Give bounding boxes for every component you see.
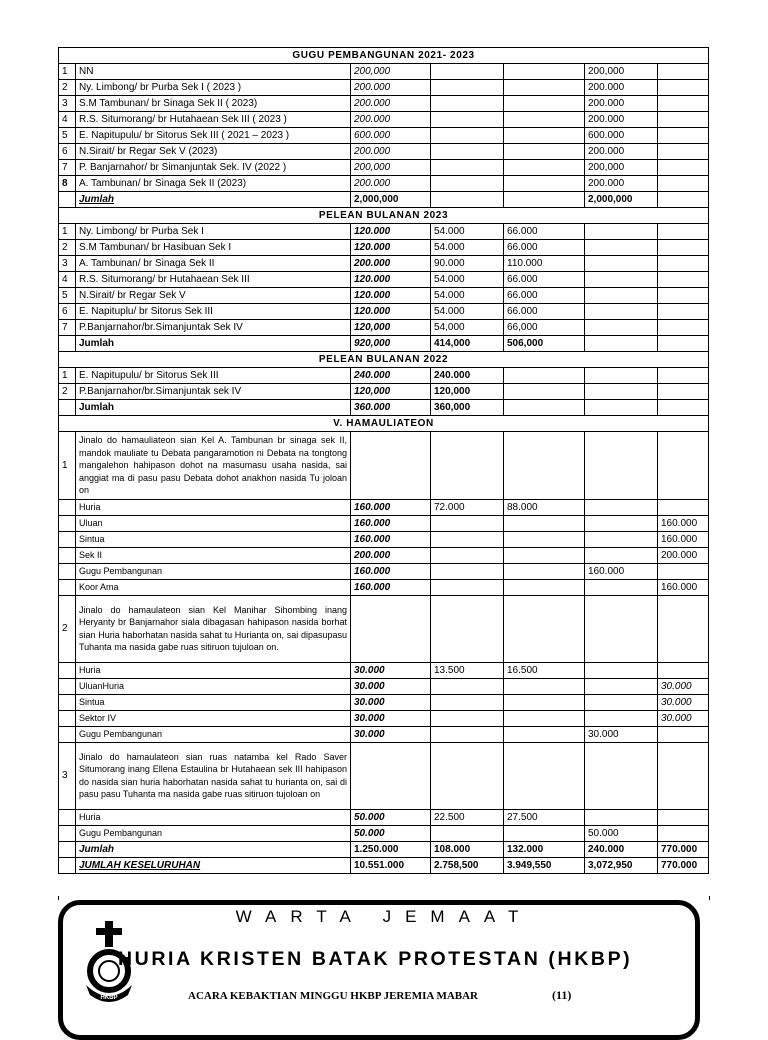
row-amount: 30.000 — [351, 694, 431, 710]
row-gugu — [585, 579, 658, 595]
row-amount: 120.000 — [351, 224, 431, 240]
row-amount: 200.000 — [351, 144, 431, 160]
table-row — [59, 579, 709, 595]
row-split-a — [431, 515, 504, 531]
table-row — [59, 288, 709, 304]
row-split-b — [504, 694, 585, 710]
row-split-a: 54.000 — [431, 304, 504, 320]
row-other: 30.000 — [658, 694, 709, 710]
grand-total-row — [59, 857, 709, 873]
row-gugu — [585, 809, 658, 825]
row-amount: 30.000 — [351, 678, 431, 694]
row-name: Gugu Pembangunan — [76, 825, 351, 841]
row-name: Koor Ama — [76, 579, 351, 595]
row-gugu: 200.000 — [585, 144, 658, 160]
row-other — [658, 499, 709, 515]
jumlah-amount: 920,000 — [351, 336, 431, 352]
row-name: A. Tambunan/ br Sinaga Sek II (2023) — [76, 176, 351, 192]
row-no: 7 — [59, 320, 76, 336]
row-gugu: 160.000 — [585, 563, 658, 579]
table-row — [59, 515, 709, 531]
row-split-a: 22.500 — [431, 809, 504, 825]
row-gugu: 600.000 — [585, 128, 658, 144]
row-other — [658, 662, 709, 678]
row-no: 6 — [59, 304, 76, 320]
table-row — [59, 272, 709, 288]
row-amount: 120,000 — [351, 320, 431, 336]
jumlah-split-a: 414,000 — [431, 336, 504, 352]
table-row — [59, 694, 709, 710]
table-row — [59, 678, 709, 694]
table-row — [59, 176, 709, 192]
section-header-hamauliateon — [59, 416, 709, 432]
hamauliateon-entry — [59, 742, 709, 809]
row-split-b — [504, 515, 585, 531]
row-amount: 200.000 — [351, 96, 431, 112]
section-header-pelean-2022 — [59, 352, 709, 368]
row-name: P.Banjarnahor/br.Simanjuntak Sek IV — [76, 320, 351, 336]
cross-horizontal — [96, 928, 122, 935]
row-other — [658, 809, 709, 825]
row-no: 3 — [59, 96, 76, 112]
entry-no: 3 — [59, 742, 76, 809]
row-gugu — [585, 662, 658, 678]
row-amount: 50.000 — [351, 825, 431, 841]
table-row — [59, 80, 709, 96]
row-split-a — [431, 678, 504, 694]
row-name: Huria — [76, 662, 351, 678]
row-gugu — [585, 499, 658, 515]
row-amount: 200.000 — [351, 80, 431, 96]
row-name: R.S. Situmorang/ br Hutahaean Sek III — [76, 272, 351, 288]
jumlah-row — [59, 336, 709, 352]
row-name: Ny. Limbong/ br Purba Sek I ( 2023 ) — [76, 80, 351, 96]
church-name: HURIA KRISTEN BATAK PROTESTAN (HKBP) — [118, 948, 633, 970]
row-name: Huria — [76, 809, 351, 825]
entry-no: 2 — [59, 595, 76, 662]
row-name: P. Banjarnahor/ br Simanjuntak Sek. IV (2022 ) — [76, 160, 351, 176]
section-title: PELEAN BULANAN 2023 — [59, 208, 709, 224]
table-row — [59, 160, 709, 176]
row-no: 2 — [59, 80, 76, 96]
jumlah-label: Jumlah — [76, 192, 351, 208]
entry-text: Jinalo do hamauliateon sian Kel A. Tambunan br sinaga sek II, mandok mauliate tu Debata pangaramotion ni Debata na tongtong mangalehon hahipason dohot na masumasu usaha nasida, sai anggiat ma di pasu pasu Debata dohot anakhon nasida Tu joloan on — [76, 432, 351, 500]
entry-no: 1 — [59, 432, 76, 500]
row-amount: 120.000 — [351, 272, 431, 288]
row-amount: 200.000 — [351, 112, 431, 128]
table-row — [59, 809, 709, 825]
row-split-b: 66.000 — [504, 240, 585, 256]
finance-table — [58, 47, 709, 874]
row-split-a — [431, 563, 504, 579]
row-no: 1 — [59, 64, 76, 80]
row-gugu — [585, 694, 658, 710]
row-split-b — [504, 726, 585, 742]
table-row — [59, 112, 709, 128]
finance-report — [58, 47, 708, 874]
row-no: 2 — [59, 384, 76, 400]
row-no: 8 — [59, 176, 76, 192]
table-row — [59, 256, 709, 272]
row-other: 200.000 — [658, 547, 709, 563]
row-amount: 160.000 — [351, 515, 431, 531]
row-split-b: 66,000 — [504, 320, 585, 336]
hamauliateon-entry — [59, 432, 709, 500]
grand-total-label: JUMLAH KESELURUHAN — [76, 857, 351, 873]
jumlah-other: 770.000 — [658, 841, 709, 857]
row-split-b: 66.000 — [504, 272, 585, 288]
table-row — [59, 563, 709, 579]
row-split-b — [504, 579, 585, 595]
row-amount: 200.000 — [351, 256, 431, 272]
row-other: 30.000 — [658, 710, 709, 726]
jumlah-amount: 1.250.000 — [351, 841, 431, 857]
entry-text: Jinalo do hamaulateon sian ruas natamba kel Rado Saver Situmorang inang Ellena Estaulina br Hutahaean sek III hahipason do nasida sian huria haborhatan nasida sahat tu hurianta on, sai di pasu pasu Tuhanta ma nasida gabe ruas sitiruon tujoloan on — [76, 742, 351, 809]
entry-text: Jinalo do hamaulateon sian Kel Manihar Sihombing inang Heryanty br Banjarnahor siala dibagasan hahipason nasida borhat sian Huria haborhatan nasida sahat tu Hurianta on, sai dipasupasu Tuhanta ma nasida gabe ruas sitiruon tujuloan on. — [76, 595, 351, 662]
logo-inner-ring — [99, 961, 119, 981]
row-name: Sektor IV — [76, 710, 351, 726]
row-amount: 200.000 — [351, 547, 431, 563]
table-row — [59, 304, 709, 320]
row-split-b: 88.000 — [504, 499, 585, 515]
row-name: Sintua — [76, 531, 351, 547]
row-split-b — [504, 678, 585, 694]
row-split-b — [504, 531, 585, 547]
jumlah-amount: 360.000 — [351, 400, 431, 416]
row-name: S.M Tambunan/ br Sinaga Sek II ( 2023) — [76, 96, 351, 112]
row-split-a: 54.000 — [431, 240, 504, 256]
row-split-b: 27.500 — [504, 809, 585, 825]
row-split-a: 54.000 — [431, 288, 504, 304]
row-no: 4 — [59, 272, 76, 288]
table-row — [59, 499, 709, 515]
row-amount: 160.000 — [351, 579, 431, 595]
table-row — [59, 224, 709, 240]
table-row — [59, 825, 709, 841]
jumlah-row — [59, 841, 709, 857]
table-row — [59, 662, 709, 678]
row-split-b — [504, 563, 585, 579]
row-split-a: 90.000 — [431, 256, 504, 272]
table-row — [59, 128, 709, 144]
row-amount: 200.000 — [351, 176, 431, 192]
row-amount: 200,000 — [351, 64, 431, 80]
jumlah-split-a: 360,000 — [431, 400, 504, 416]
table-row — [59, 320, 709, 336]
grand-total-split-b: 3.949,550 — [504, 857, 585, 873]
row-amount: 240.000 — [351, 368, 431, 384]
row-no: 1 — [59, 368, 76, 384]
row-gugu: 200,000 — [585, 64, 658, 80]
row-name: N.Sirait/ br Regar Sek V (2023) — [76, 144, 351, 160]
row-name: Huria — [76, 499, 351, 515]
grand-total-other: 770.000 — [658, 857, 709, 873]
row-gugu — [585, 531, 658, 547]
row-name: Uluan — [76, 515, 351, 531]
table-row — [59, 96, 709, 112]
table-row — [59, 726, 709, 742]
row-amount: 600.000 — [351, 128, 431, 144]
section-header-pelean-2023 — [59, 208, 709, 224]
table-row — [59, 384, 709, 400]
table-row — [59, 240, 709, 256]
jumlah-row — [59, 400, 709, 416]
row-gugu: 200.000 — [585, 112, 658, 128]
row-gugu — [585, 710, 658, 726]
row-split-a — [431, 531, 504, 547]
row-gugu: 200.000 — [585, 80, 658, 96]
row-split-b: 110.000 — [504, 256, 585, 272]
row-other — [658, 825, 709, 841]
row-name: E. Napituplu/ br Sitorus Sek III — [76, 304, 351, 320]
jumlah-label: Jumlah — [76, 336, 351, 352]
row-split-b: 16.500 — [504, 662, 585, 678]
row-split-a: 54.000 — [431, 224, 504, 240]
row-no: 1 — [59, 224, 76, 240]
row-no: 4 — [59, 112, 76, 128]
row-amount: 200,000 — [351, 160, 431, 176]
row-split-b — [504, 825, 585, 841]
logo-text: HKBP — [100, 995, 118, 1001]
row-split-a: 13.500 — [431, 662, 504, 678]
row-other — [658, 726, 709, 742]
section-title: V. HAMAULIATEON — [59, 416, 709, 432]
row-name: UluanHuria — [76, 678, 351, 694]
table-row — [59, 144, 709, 160]
table-row — [59, 64, 709, 80]
row-split-a: 240.000 — [431, 368, 504, 384]
row-other: 30.000 — [658, 678, 709, 694]
row-split-a: 120,000 — [431, 384, 504, 400]
row-name: P.Banjarnahor/br.Simanjuntak sek IV — [76, 384, 351, 400]
jumlah-row — [59, 192, 709, 208]
row-split-b: 66.000 — [504, 304, 585, 320]
row-amount: 120.000 — [351, 288, 431, 304]
grand-total-gugu: 3,072,950 — [585, 857, 658, 873]
row-split-a — [431, 579, 504, 595]
row-name: E. Napitupulu/ br Sitorus Sek III ( 2021 – 2023 ) — [76, 128, 351, 144]
table-row — [59, 531, 709, 547]
row-split-a — [431, 825, 504, 841]
row-gugu: 200,000 — [585, 160, 658, 176]
grand-total-amount: 10.551.000 — [351, 857, 431, 873]
row-name: N.Sirait/ br Regar Sek V — [76, 288, 351, 304]
row-amount: 120.000 — [351, 304, 431, 320]
row-other — [658, 563, 709, 579]
row-amount: 30.000 — [351, 662, 431, 678]
row-split-b: 66.000 — [504, 288, 585, 304]
row-amount: 30.000 — [351, 710, 431, 726]
row-split-b — [504, 710, 585, 726]
jumlah-split-b: 506,000 — [504, 336, 585, 352]
jumlah-amount: 2,000,000 — [351, 192, 431, 208]
hamauliateon-entry — [59, 595, 709, 662]
jumlah-label: Jumlah — [76, 400, 351, 416]
row-name: Ny. Limbong/ br Purba Sek I — [76, 224, 351, 240]
row-name: Sintua — [76, 694, 351, 710]
row-split-a: 54,000 — [431, 320, 504, 336]
row-amount: 120,000 — [351, 384, 431, 400]
row-gugu: 200.000 — [585, 176, 658, 192]
row-name: Sek II — [76, 547, 351, 563]
jumlah-gugu: 2,000,000 — [585, 192, 658, 208]
jumlah-label: Jumlah — [76, 841, 351, 857]
row-name: NN — [76, 64, 351, 80]
jumlah-split-b: 132.000 — [504, 841, 585, 857]
section-title: PELEAN BULANAN 2022 — [59, 352, 709, 368]
jumlah-gugu: 240.000 — [585, 841, 658, 857]
row-no: 3 — [59, 256, 76, 272]
grand-total-split-a: 2.758,500 — [431, 857, 504, 873]
row-amount: 160.000 — [351, 499, 431, 515]
row-split-a: 72.000 — [431, 499, 504, 515]
row-gugu — [585, 678, 658, 694]
row-no: 6 — [59, 144, 76, 160]
row-split-a — [431, 547, 504, 563]
service-title: ACARA KEBAKTIAN MINGGU HKBP JEREMIA MABAR — [188, 990, 478, 1002]
table-row — [59, 547, 709, 563]
row-amount: 160.000 — [351, 563, 431, 579]
section-title: GUGU PEMBANGUNAN 2021- 2023 — [59, 48, 709, 64]
row-name: A. Tambunan/ br Sinaga Sek II — [76, 256, 351, 272]
row-no: 7 — [59, 160, 76, 176]
page-number: (11) — [552, 988, 572, 1002]
row-other: 160.000 — [658, 531, 709, 547]
row-split-a — [431, 710, 504, 726]
row-gugu: 30.000 — [585, 726, 658, 742]
row-name: E. Napitupulu/ br Sitorus Sek III — [76, 368, 351, 384]
table-row — [59, 710, 709, 726]
section-header-gugu — [59, 48, 709, 64]
row-amount: 160.000 — [351, 531, 431, 547]
row-amount: 30.000 — [351, 726, 431, 742]
row-gugu: 200.000 — [585, 96, 658, 112]
row-split-a — [431, 726, 504, 742]
table-row — [59, 368, 709, 384]
row-split-a: 54.000 — [431, 272, 504, 288]
row-other: 160.000 — [658, 579, 709, 595]
row-name: S.M Tambunan/ br Hasibuan Sek I — [76, 240, 351, 256]
row-split-b: 66.000 — [504, 224, 585, 240]
row-gugu: 50.000 — [585, 825, 658, 841]
row-no: 5 — [59, 288, 76, 304]
row-amount: 120.000 — [351, 240, 431, 256]
row-name: Gugu Pembangunan — [76, 726, 351, 742]
jumlah-split-a: 108.000 — [431, 841, 504, 857]
row-no: 2 — [59, 240, 76, 256]
row-name: R.S. Situmorang/ br Hutahaean Sek III ( 2023 ) — [76, 112, 351, 128]
row-gugu — [585, 547, 658, 563]
row-no: 5 — [59, 128, 76, 144]
row-split-a — [431, 694, 504, 710]
row-other: 160.000 — [658, 515, 709, 531]
row-amount: 50.000 — [351, 809, 431, 825]
row-name: Gugu Pembangunan — [76, 563, 351, 579]
warta-jemaat-title: WARTA JEMAAT — [235, 907, 533, 926]
row-split-b — [504, 547, 585, 563]
row-gugu — [585, 515, 658, 531]
